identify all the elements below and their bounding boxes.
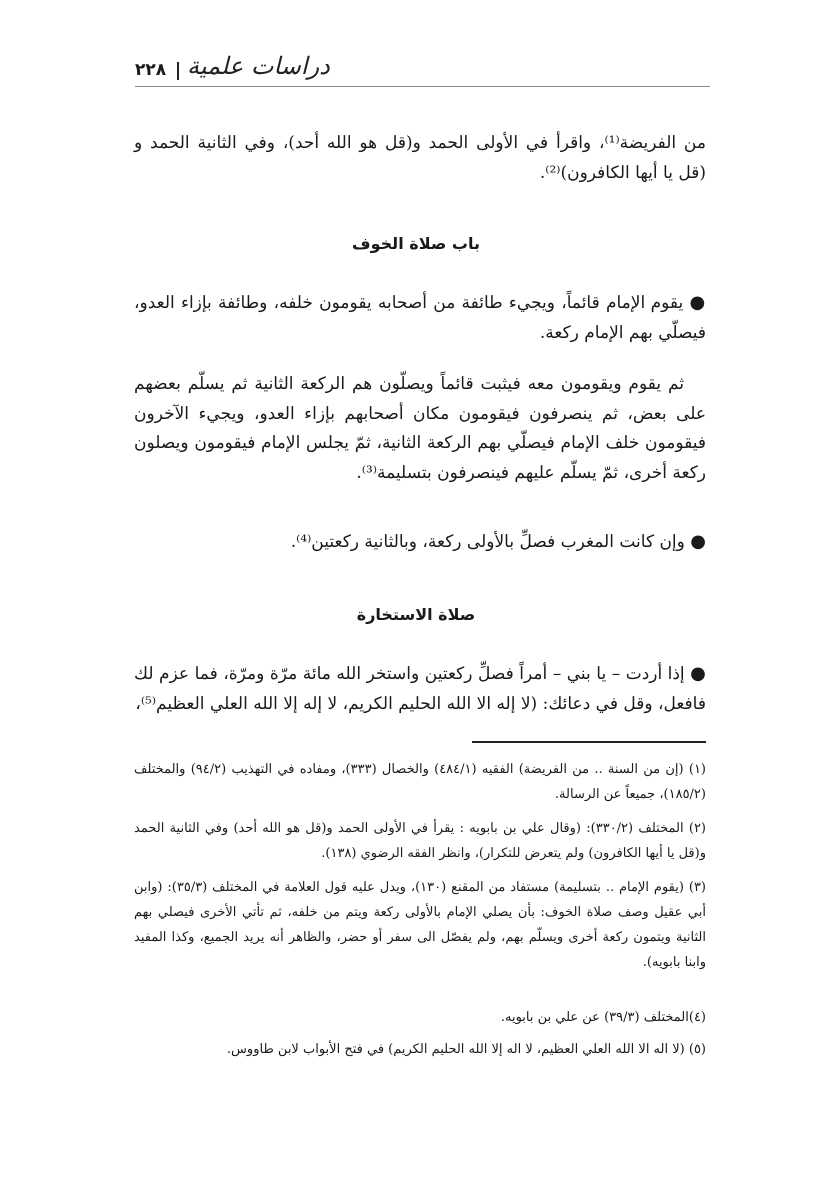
paragraph-text: إذا أردت – يا بني – أمراً فصلِّ ركعتين واستخر الله مائة مرّة ومرّة، فما عزم لك فافعل، وقل في دعائك: (لا إله الا الله الحليم الكريم، لا إله إلا الله العلي العظيم⁽⁵⁾، bbox=[134, 664, 706, 714]
page-header bbox=[135, 48, 710, 84]
section-heading-fear-prayer: باب صلاة الخوف bbox=[352, 234, 480, 253]
footnote-4: (٤)المختلف (٣٩/٣) عن علي بن بابويه. bbox=[500, 1010, 706, 1025]
page-number: ٢٢٨ bbox=[135, 60, 167, 80]
paragraph-fear-prayer-2: ثم يقوم ويقومون معه فيثبت قائماً ويصلّون هم الركعة الثانية ثم يسلّم بعضهم على بعض، ثم ينصرفون فيقومون مكان أصحابهم بإزاء العدو، ويجيء الآخرون فيقومون خلف الإمام فيصلّي بهم الركعة الثانية، ثمّ يجلس الإمام فيقومون ويصلون ركعة أخرى، ثمّ يسلّم عليهم فينصرفون بتسليمة⁽³⁾. bbox=[134, 374, 706, 483]
header-separator bbox=[177, 62, 179, 80]
footnote-1: (١) (إن من السنة .. من الفريضة) الفقيه (٤٨٤/١) والخصال (٣٣٣)، ومفاده في التهذيب (٩٤/٢) والمختلف (١٨٥/٢)، جميعاً عن الرسالة. bbox=[134, 762, 706, 802]
bullet-icon: ● bbox=[690, 663, 706, 684]
footnote-separator bbox=[472, 741, 706, 743]
bullet-icon: ● bbox=[690, 531, 706, 552]
paragraph-fear-prayer-1 bbox=[134, 288, 706, 348]
paragraph-continuation: من الفريضة⁽¹⁾، واقرأ في الأولى الحمد و(قل هو الله أحد)، وفي الثانية الحمد و (قل يا أيها الكافرون)⁽²⁾. bbox=[134, 133, 706, 183]
footnote-3: (٣) (يقوم الإمام .. بتسليمة) مستفاد من المقنع (١٣٠)، ويدل عليه قول العلامة في المختلف (٣٥/٣): (وابن أبي عقيل وصف صلاة الخوف: بأن يصلي الإمام بالأولى ركعة ويتم من خلفه، ثم تأتي الأخرى فيصلي بهم الثانية ويتمون ركعة أخرى ويسلّم بهم، ولم يفصّل الى سفر أو حضر، والظاهر أنه يريد الجميع، وكذا المفيد وابنا بابويه). bbox=[134, 880, 706, 970]
paragraph-text: وإن كانت المغرب فصلِّ بالأولى ركعة، وبالثانية ركعتين⁽⁴⁾. bbox=[290, 532, 685, 552]
paragraph-text: يقوم الإمام قائماً، ويجيء طائفة من أصحابه يقومون خلفه، وطائفة بإزاء العدو، فيصلّي بهم الإمام ركعة. bbox=[134, 293, 706, 343]
paragraph-istikhara bbox=[134, 659, 706, 719]
paragraph-maghrib bbox=[134, 527, 706, 558]
bullet-icon: ● bbox=[689, 292, 706, 313]
header-rule bbox=[135, 86, 710, 87]
series-title-logo: دراسات علمية bbox=[187, 52, 330, 80]
footnote-5: (٥) (لا اله الا الله العلي العظيم، لا اله إلا الله الحليم الكريم) في فتح الأبواب لابن طاووس. bbox=[226, 1042, 706, 1057]
footnote-2: (٢) المختلف (٣٣٠/٢): (وقال علي بن بابويه : يقرأ في الأولى الحمد و(قل هو الله أحد) وفي الثانية الحمد و(قل يا أيها الكافرون) ولم يتعرض للتكرار)، وانظر الفقه الرضوي (١٣٨). bbox=[134, 821, 706, 861]
section-heading-istikhara: صلاة الاستخارة bbox=[356, 605, 476, 624]
